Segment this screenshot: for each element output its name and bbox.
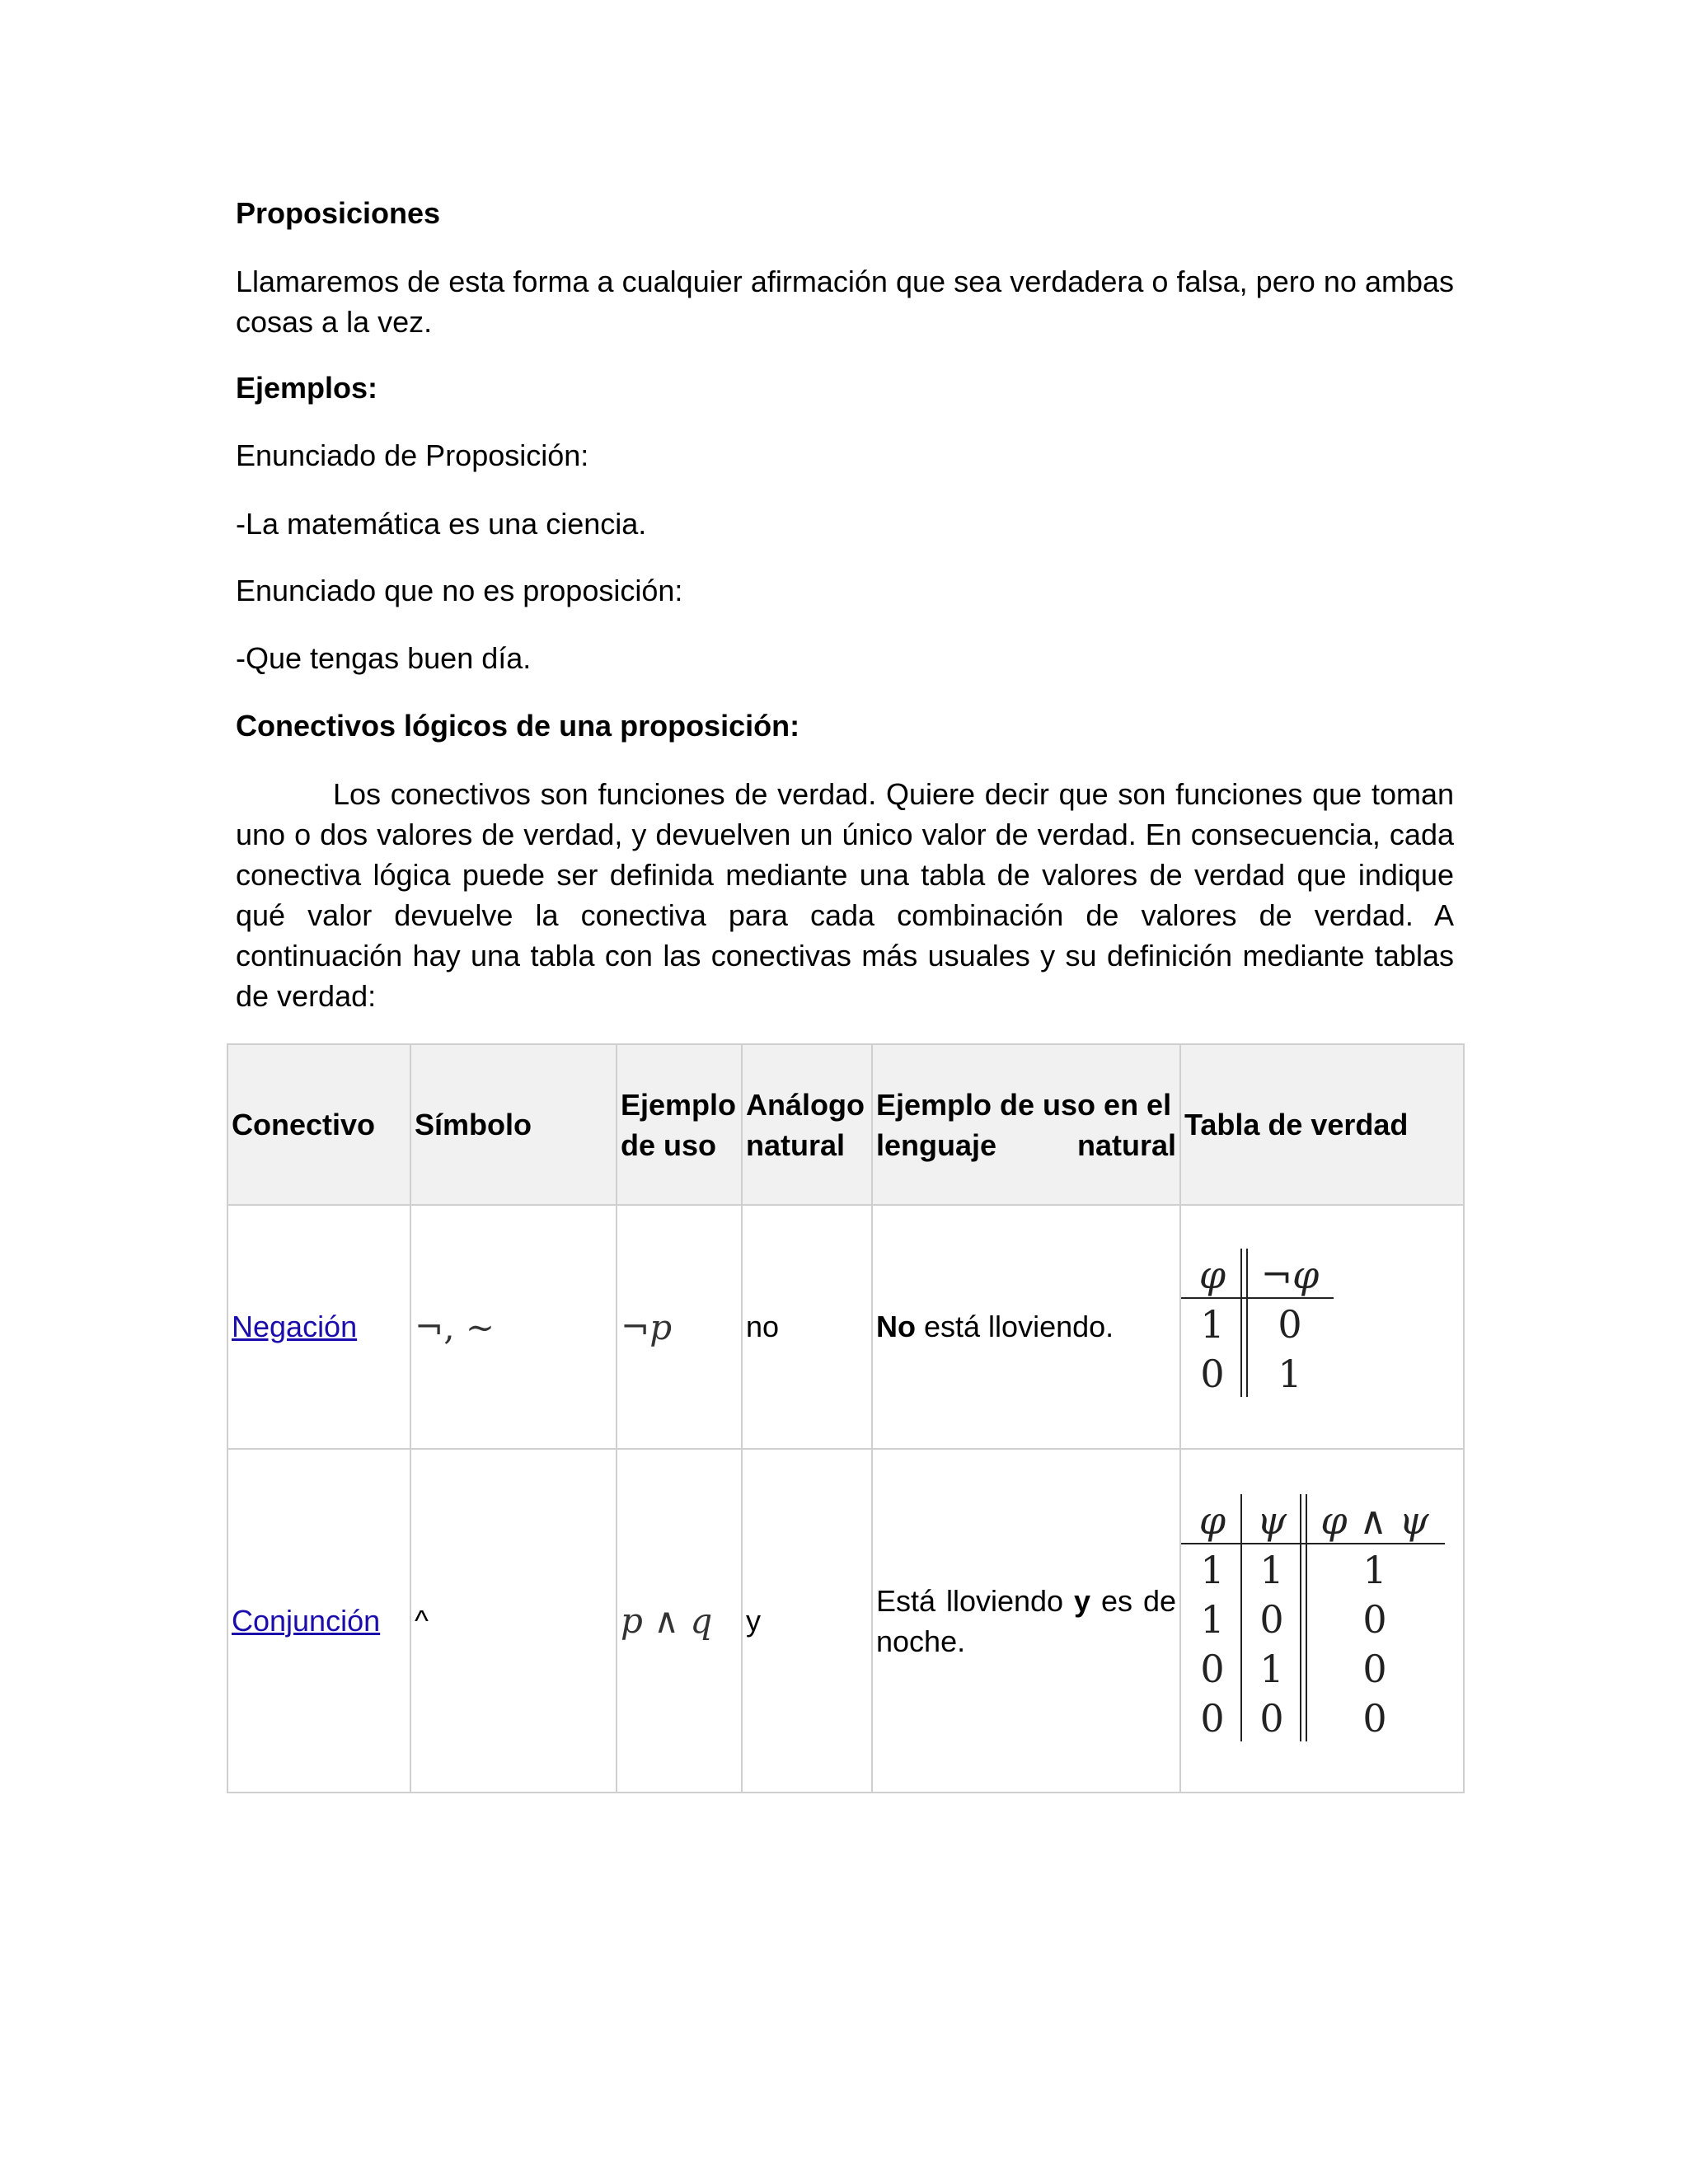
conj-h-0: φ <box>1198 1498 1226 1543</box>
conjuncion-sentence-pre: Está lloviendo <box>876 1583 1075 1618</box>
conjuncion-natural: y <box>746 1603 761 1638</box>
intro-paragraph: Llamaremos de esta forma a cualquier afirmación que sea verdadera o falsa, pero no ambas cosas a la vez. <box>236 265 1454 339</box>
table-header-row <box>227 1044 1464 1205</box>
negacion-sentence-bold: No <box>876 1310 916 1343</box>
table-row <box>227 1205 1464 1449</box>
negacion-natural: no <box>746 1310 780 1343</box>
negacion-example: ¬p <box>621 1306 673 1347</box>
conjuncion-link[interactable]: Conjunción <box>232 1603 381 1638</box>
conjuncion-truth-table <box>1181 1450 1465 1784</box>
negacion-symbol: ¬, ∼ <box>415 1306 495 1347</box>
neg-r0-c0: 1 <box>1200 1302 1225 1347</box>
connectives-paragraph: Los conectivos son funciones de verdad. Quiere decir que son funciones que toman uno o dos valores de verdad, y devuelven un único valor de verdad. En consecuencia, cada conectiva lógica puede ser definida mediante una tabla de valores de verdad que indique qué valor devuelve la conectiva para cada combinación de valores de verdad. A continuación hay una tabla con las conectivas más usuales y su definición mediante tablas de verdad: <box>236 777 1454 1013</box>
conjuncion-sentence-post: es de noche. <box>876 1583 1176 1658</box>
negacion-sentence <box>872 1205 1180 1449</box>
neg-r1-c1: 1 <box>1278 1352 1302 1396</box>
conj-r2-c1: 1 <box>1259 1647 1284 1691</box>
proposition-label: Enunciado de Proposición: <box>236 438 589 472</box>
conjuncion-sentence-bold: y <box>1074 1583 1091 1618</box>
conj-r3-c2: 0 <box>1362 1696 1387 1741</box>
conj-r3-c1: 0 <box>1259 1696 1284 1741</box>
conj-r1-c2: 0 <box>1362 1597 1387 1642</box>
conj-r2-c2: 0 <box>1362 1647 1387 1691</box>
neg-r0-c1: 0 <box>1278 1302 1302 1347</box>
conj-r0-c0: 1 <box>1200 1548 1225 1592</box>
conj-r2-c0: 0 <box>1200 1647 1225 1691</box>
conj-r3-c0: 0 <box>1200 1696 1225 1741</box>
header-conectivo: Conectivo <box>227 1044 410 1205</box>
header-ejemplo-lenguaje-natural: Ejemplo de uso en el lenguaje natural <box>872 1044 1180 1205</box>
header-ejemplo-de-uso: Ejemplo de uso <box>617 1044 742 1205</box>
connectives-table <box>227 1043 1465 1793</box>
neg-h-1: ¬φ <box>1260 1253 1320 1297</box>
conj-r0-c1: 1 <box>1259 1548 1284 1592</box>
connectives-heading: Conectivos lógicos de una proposición: <box>236 709 800 743</box>
conjuncion-sentence <box>872 1449 1180 1793</box>
header-tabla-de-verdad: Tabla de verdad <box>1180 1044 1464 1205</box>
proposition-example: -La matemática es una ciencia. <box>236 507 647 541</box>
neg-h-0: φ <box>1198 1253 1226 1297</box>
section-title: Proposiciones <box>236 196 441 230</box>
neg-r1-c0: 0 <box>1200 1352 1225 1396</box>
conj-r1-c0: 1 <box>1200 1597 1225 1642</box>
negacion-link[interactable]: Negación <box>232 1310 358 1343</box>
table-row <box>227 1449 1464 1793</box>
negacion-sentence-rest: está lloviendo. <box>916 1310 1114 1343</box>
non-proposition-example: -Que tengas buen día. <box>236 641 532 675</box>
conj-h-1: ψ <box>1256 1498 1287 1543</box>
header-analogo-natural: Análogo natural <box>742 1044 872 1205</box>
conj-r1-c1: 0 <box>1259 1597 1284 1642</box>
non-proposition-label: Enunciado que no es proposición: <box>236 574 683 607</box>
conj-h-2: φ ∧ ψ <box>1320 1498 1429 1543</box>
conj-r0-c2: 1 <box>1362 1548 1387 1592</box>
negacion-truth-table <box>1181 1206 1465 1441</box>
header-simbolo: Símbolo <box>410 1044 617 1205</box>
conjuncion-symbol: ^ <box>415 1603 429 1638</box>
examples-heading: Ejemplos: <box>236 371 378 405</box>
conjuncion-example: p ∧ q <box>621 1601 713 1641</box>
